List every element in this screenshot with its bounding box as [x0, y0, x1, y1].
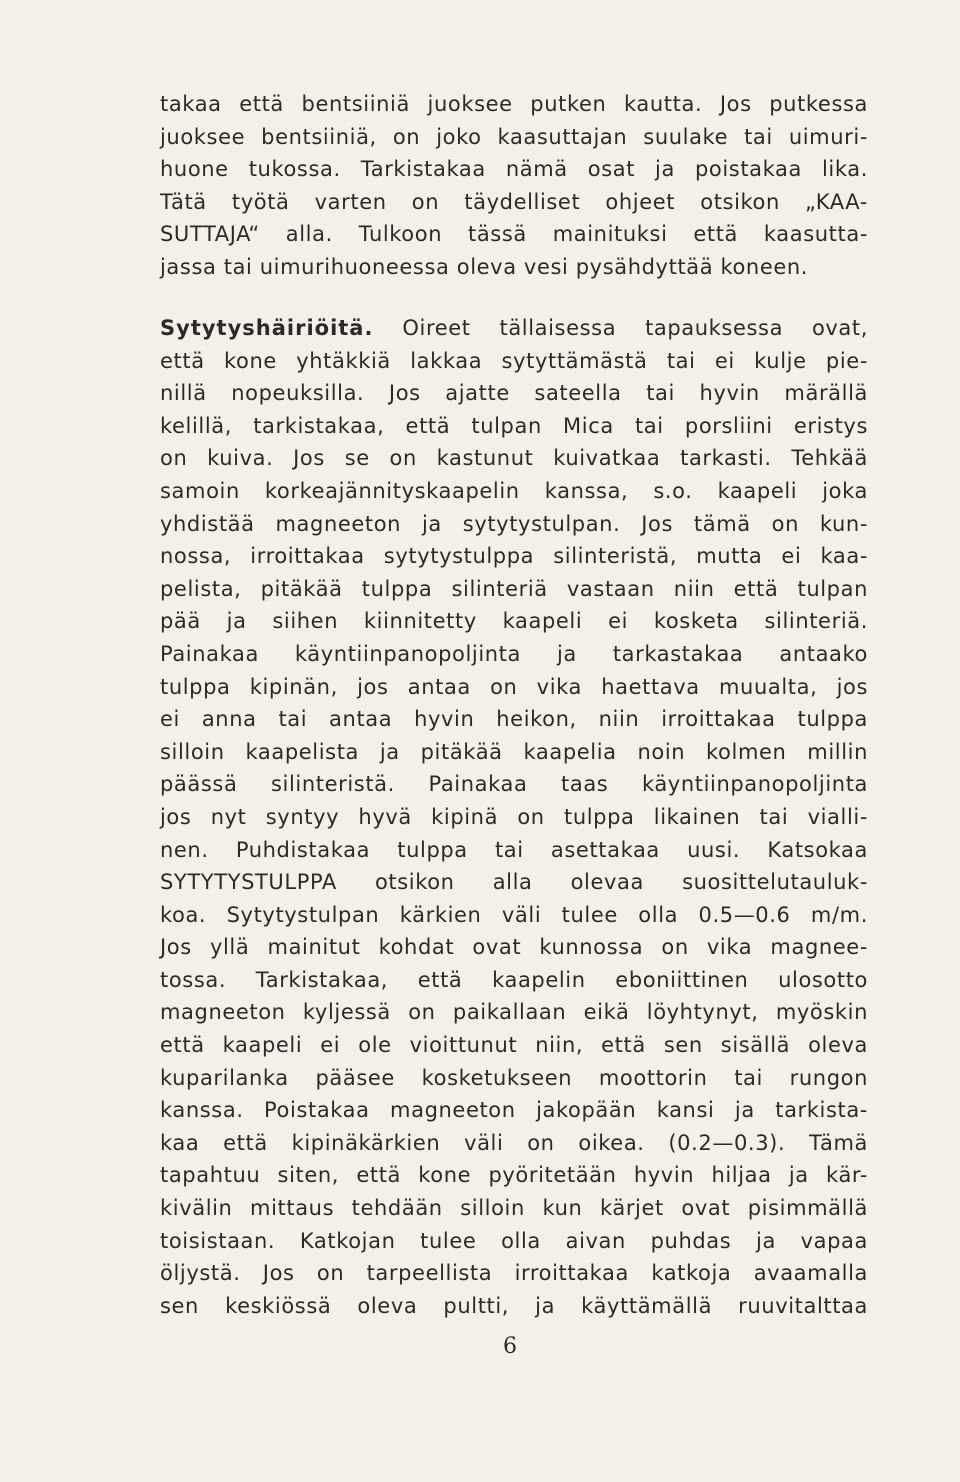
text-line: pelista, pitäkää tulppa silinteriä vastaan niin että tulpan: [160, 576, 868, 601]
text-line: pää ja siihen kiinnitetty kaapeli ei kosketa silinteriä.: [160, 609, 868, 634]
text-line: tapahtuu siten, että kone pyöritetään hyvin hiljaa ja kär-: [160, 1163, 868, 1188]
text-line: että kone yhtäkkiä lakkaa sytyttämästä tai ei kulje pie-: [160, 348, 868, 373]
text-line: nillä nopeuksilla. Jos ajatte sateella tai hyvin märällä: [160, 381, 868, 406]
text-line: että kaapeli ei ole vioittunut niin, että sen sisällä oleva: [160, 1033, 868, 1058]
text-line: SYTYTYSTULPPA otsikon alla olevaa suosittelutauluk-: [160, 870, 868, 895]
text-line-rest: Oireet tällaisessa tapauksessa ovat,: [402, 316, 868, 340]
text-line: tossa. Tarkistakaa, että kaapelin eboniittinen ulosotto: [160, 967, 868, 992]
text-line: Tätä työtä varten on täydelliset ohjeet otsikon „KAA-: [160, 189, 868, 214]
text-line: kelillä, tarkistakaa, että tulpan Mica tai porsliini eristys: [160, 413, 868, 438]
text-line: sen keskiössä oleva pultti, ja käyttämällä ruuvitalttaa: [160, 1293, 868, 1318]
text-line: jassa tai uimurihuoneessa oleva vesi pysähdyttää koneen.: [160, 254, 809, 279]
text-line: yhdistää magneeton ja sytytystulpan. Jos tämä on kun-: [160, 511, 868, 536]
paragraph-fuel-system: [160, 88, 868, 284]
page-number: 6: [503, 1334, 517, 1359]
text-line: tulppa kipinän, jos antaa on vika haettava muualta, jos: [160, 674, 868, 699]
text-line: nen. Puhdistakaa tulppa tai asettakaa uusi. Katsokaa: [160, 837, 868, 862]
text-line: on kuiva. Jos se on kastunut kuivatkaa tarkasti. Tehkää: [160, 446, 868, 471]
text-line: öljystä. Jos on tarpeellista irroittakaa katkoja avaamalla: [160, 1261, 868, 1286]
text-line: kaa että kipinäkärkien väli on oikea. (0.2—0.3). Tämä: [160, 1130, 868, 1155]
text-line: juoksee bentsiiniä, on joko kaasuttajan suulake tai uimuri-: [160, 124, 868, 149]
text-line: takaa että bentsiiniä juoksee putken kautta. Jos putkessa: [160, 92, 868, 116]
section-heading: Sytytyshäiriöitä.: [160, 316, 374, 340]
text-line: päässä silinteristä. Painakaa taas käyntiinpanopoljinta: [160, 772, 868, 797]
text-line: kuparilanka pääsee kosketukseen moottorin tai rungon: [160, 1065, 868, 1090]
text-line: SUTTAJA“ alla. Tulkoon tässä mainituksi että kaasutta-: [160, 222, 868, 247]
text-line: koa. Sytytystulpan kärkien väli tulee olla 0.5—0.6 m/m.: [160, 902, 868, 927]
text-line: kanssa. Poistakaa magneeton jakopään kansi ja tarkista-: [160, 1098, 868, 1123]
text-line: samoin korkeajännityskaapelin kanssa, s.o. kaapeli joka: [160, 478, 868, 503]
heading-line: [160, 312, 868, 345]
text-line: Painakaa käyntiinpanopoljinta ja tarkastakaa antaako: [160, 641, 868, 666]
text-line: huone tukossa. Tarkistakaa nämä osat ja poistakaa lika.: [160, 157, 868, 182]
text-line: silloin kaapelista ja pitäkää kaapelia noin kolmen millin: [160, 739, 868, 764]
paragraph-ignition-faults: [160, 312, 868, 1322]
text-line: nossa, irroittakaa sytytystulppa silinteristä, mutta ei kaa-: [160, 544, 868, 569]
text-line: magneeton kyljessä on paikallaan eikä löyhtynyt, myöskin: [160, 1000, 868, 1025]
text-line: toisistaan. Katkojan tulee olla aivan puhdas ja vapaa: [160, 1228, 868, 1253]
text-line: Jos yllä mainitut kohdat ovat kunnossa on vika magnee-: [160, 935, 868, 960]
text-line: ei anna tai antaa hyvin heikon, niin irroittakaa tulppa: [160, 707, 868, 732]
text-line: kivälin mittaus tehdään silloin kun kärjet ovat pisimmällä: [160, 1196, 868, 1221]
text-line: jos nyt syntyy hyvä kipinä on tulppa likainen tai vialli-: [160, 804, 868, 829]
